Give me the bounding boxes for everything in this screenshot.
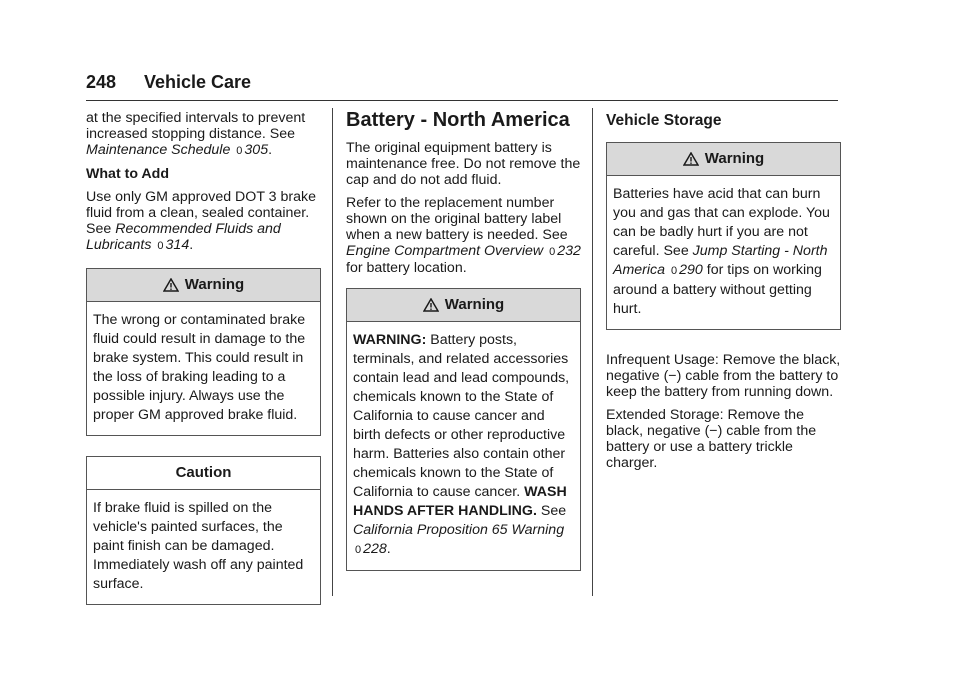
engine-compartment-link[interactable]: Engine Compartment Overview: [346, 243, 544, 259]
page-header: [86, 72, 838, 101]
section-title: Vehicle Care: [144, 72, 252, 92]
caution-body: If brake fluid is spilled on the vehicle's painted surfaces, the paint finish can be damaged. Immediately wash off any painted surface.: [93, 500, 304, 592]
battery-paragraph-2: Refer to the replacement number shown on the original battery label when a new battery is needed. See Engine Compartment Overview 0 232 for battery location.: [346, 195, 581, 276]
warning-body: The wrong or contaminated brake fluid could result in damage to the brake system. This could result in the loss of braking leading to a possible injury. Always use the proper GM approved brake fluid.: [93, 312, 306, 423]
column-divider: [592, 108, 593, 596]
warning-header: Warning: [87, 269, 320, 302]
brake-fluid-warning-box: [86, 268, 321, 436]
column-2: [346, 110, 581, 571]
jump-starting-link[interactable]: Jump Starting - North America: [613, 243, 828, 278]
column-divider: [332, 108, 333, 596]
battery-warning-box: [346, 288, 581, 571]
page-ref-icon: 0: [549, 246, 556, 258]
page-number: 248: [86, 72, 117, 92]
infrequent-usage-paragraph: Infrequent Usage: Remove the black, negative (−) cable from the battery to keep the battery from running down.: [606, 352, 841, 400]
what-to-add-paragraph: Use only GM approved DOT 3 brake fluid from a clean, sealed container. See Recommended Fluids and Lubricants 0 314.: [86, 189, 316, 253]
brake-fluid-caution-box: [86, 456, 321, 605]
column-1: [86, 110, 321, 605]
warning-body: Batteries have acid that can burn you and gas that can explode. You can be badly hurt if you are not careful. See Jump Starting - North America 0 290 for tips on working around a battery without getting hurt.: [613, 186, 830, 317]
recommended-fluids-link[interactable]: Recommended Fluids and Lubricants: [86, 221, 281, 253]
caution-header: Caution: [87, 457, 320, 490]
battery-paragraph-1: The original equipment battery is maintenance free. Do not remove the cap and do not add fluid.: [346, 140, 581, 188]
warning-triangle-icon: [423, 298, 439, 312]
intro-paragraph: at the specified intervals to prevent increased stopping distance. See Maintenance Schedule 0 305.: [86, 110, 306, 158]
page-ref-icon: 0: [157, 240, 164, 252]
page-ref-icon: 0: [671, 265, 678, 277]
warning-triangle-icon: [163, 278, 179, 292]
page-ref-icon: 0: [236, 145, 243, 157]
warning-header: Warning: [347, 289, 580, 322]
storage-warning-box: [606, 142, 841, 330]
battery-heading: Battery - North America: [346, 109, 570, 131]
warning-triangle-icon: [683, 152, 699, 166]
extended-storage-paragraph: Extended Storage: Remove the black, negative (−) cable from the battery or use a battery trickle charger.: [606, 407, 817, 471]
what-to-add-heading: What to Add: [86, 166, 169, 182]
california-prop65-link[interactable]: California Proposition 65 Warning: [353, 522, 565, 538]
page-ref-icon: 0: [355, 544, 362, 556]
warning-header: Warning: [607, 143, 840, 176]
warning-body: WARNING: Battery posts, terminals, and related accessories contain lead and lead compounds, chemicals known to the State of California to cause cancer and birth defects or other reproductive harm. Batteries also contain other chemicals known to the State of California to cause cancer. WASH HANDS AFTER HANDLING. See California Proposition 65 Warning 0 228.: [353, 332, 570, 557]
vehicle-storage-heading: Vehicle Storage: [606, 112, 722, 129]
maintenance-schedule-link[interactable]: Maintenance Schedule: [86, 142, 231, 158]
column-3: [606, 110, 841, 478]
